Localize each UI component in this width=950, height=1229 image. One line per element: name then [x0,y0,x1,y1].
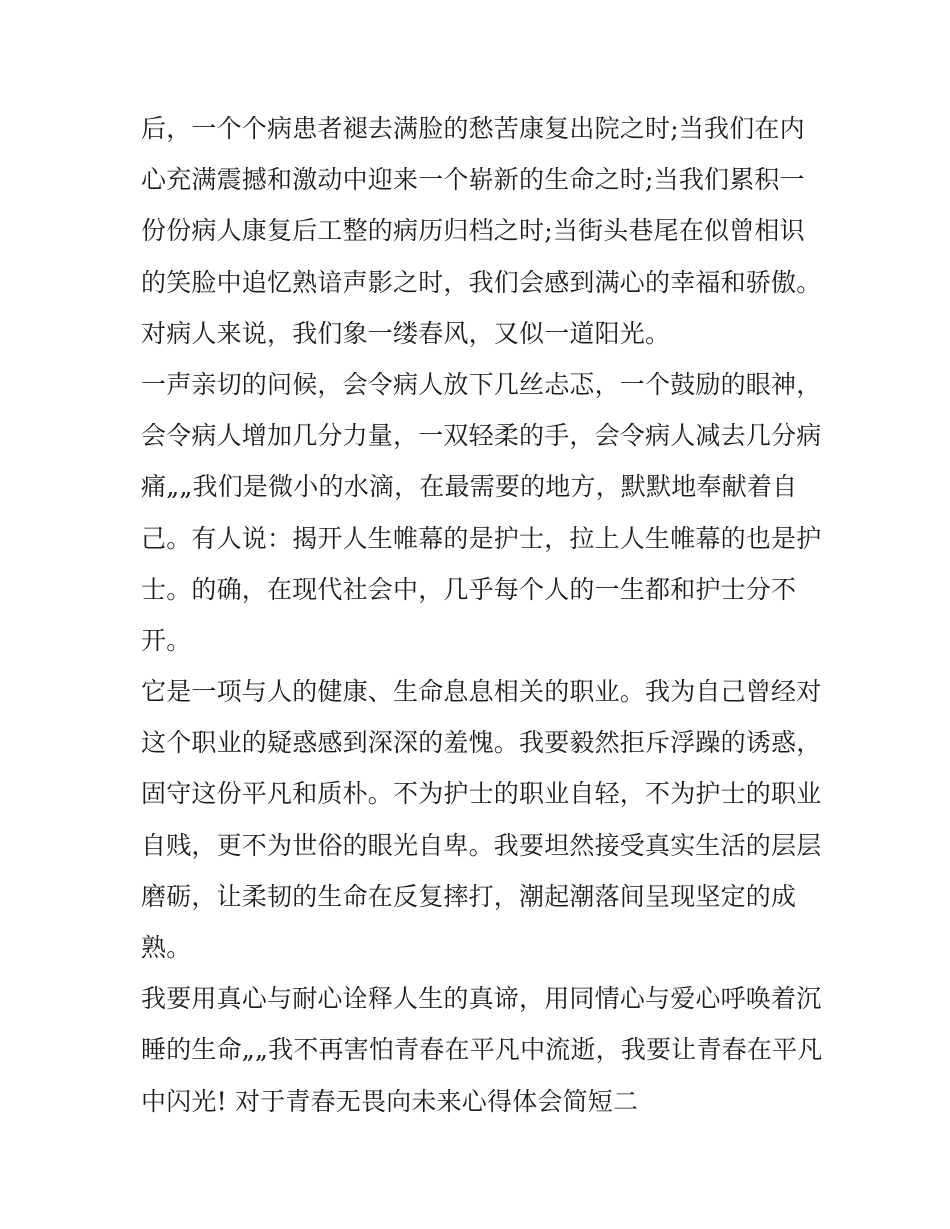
text-line: 固守这份平凡和质朴。不为护士的职业自轻，不为护士的职业 [141,779,822,809]
text-line: 自贱，更不为世俗的眼光自卑。我要坦然接受真实生活的层层 [141,830,822,860]
text-line: 士。的确，在现代社会中，几乎每个人的一生都和护士分不 [141,574,797,604]
text-line: 己。有人说：揭开人生帷幕的是护士，拉上人生帷幕的也是护 [141,523,822,553]
text-line: 份份病人康复后工整的病历归档之时;当街头巷尾在似曾相识 [141,216,805,246]
text-line: 睡的生命„„我不再害怕青春在平凡中流逝，我要让青春在平凡 [141,1035,823,1065]
text-line: 的笑脸中追忆熟谙声影之时，我们会感到满心的幸福和骄傲。 [141,267,822,297]
text-line: 对病人来说，我们象一缕春风，又似一道阳光。 [141,318,671,348]
body-text [141,103,823,1127]
text-line: 后，一个个病患者褪去满脸的愁苦康复出院之时;当我们在内 [141,114,805,143]
text-line: 熟。 [141,933,192,962]
text-line: 磨砺，让柔韧的生命在反复摔打，潮起潮落间呈现坚定的成 [141,881,797,911]
text-line: 这个职业的疑惑感到深深的羞愧。我要毅然拒斥浮躁的诱惑， [141,728,822,758]
text-line: 会令病人增加几分力量，一双轻柔的手，会令病人减去几分病 [141,421,822,451]
text-line: 中闪光! 对于青春无畏向未来心得体会简短二 [141,1086,639,1116]
text-line: 我要用真心与耐心诠释人生的真谛，用同情心与爱心呼唤着沉 [141,984,822,1014]
text-line: 心充满震撼和激动中迎来一个崭新的生命之时;当我们累积一 [141,165,805,195]
text-line: 痛„„我们是微小的水滴，在最需要的地方，默默地奉献着自 [141,472,798,502]
text-line: 一声亲切的问候，会令病人放下几丝忐忑，一个鼓励的眼神， [141,369,822,399]
text-line: 开。 [141,625,192,655]
text-line: 它是一项与人的健康、生命息息相关的职业。我为自己曾经对 [141,677,822,707]
